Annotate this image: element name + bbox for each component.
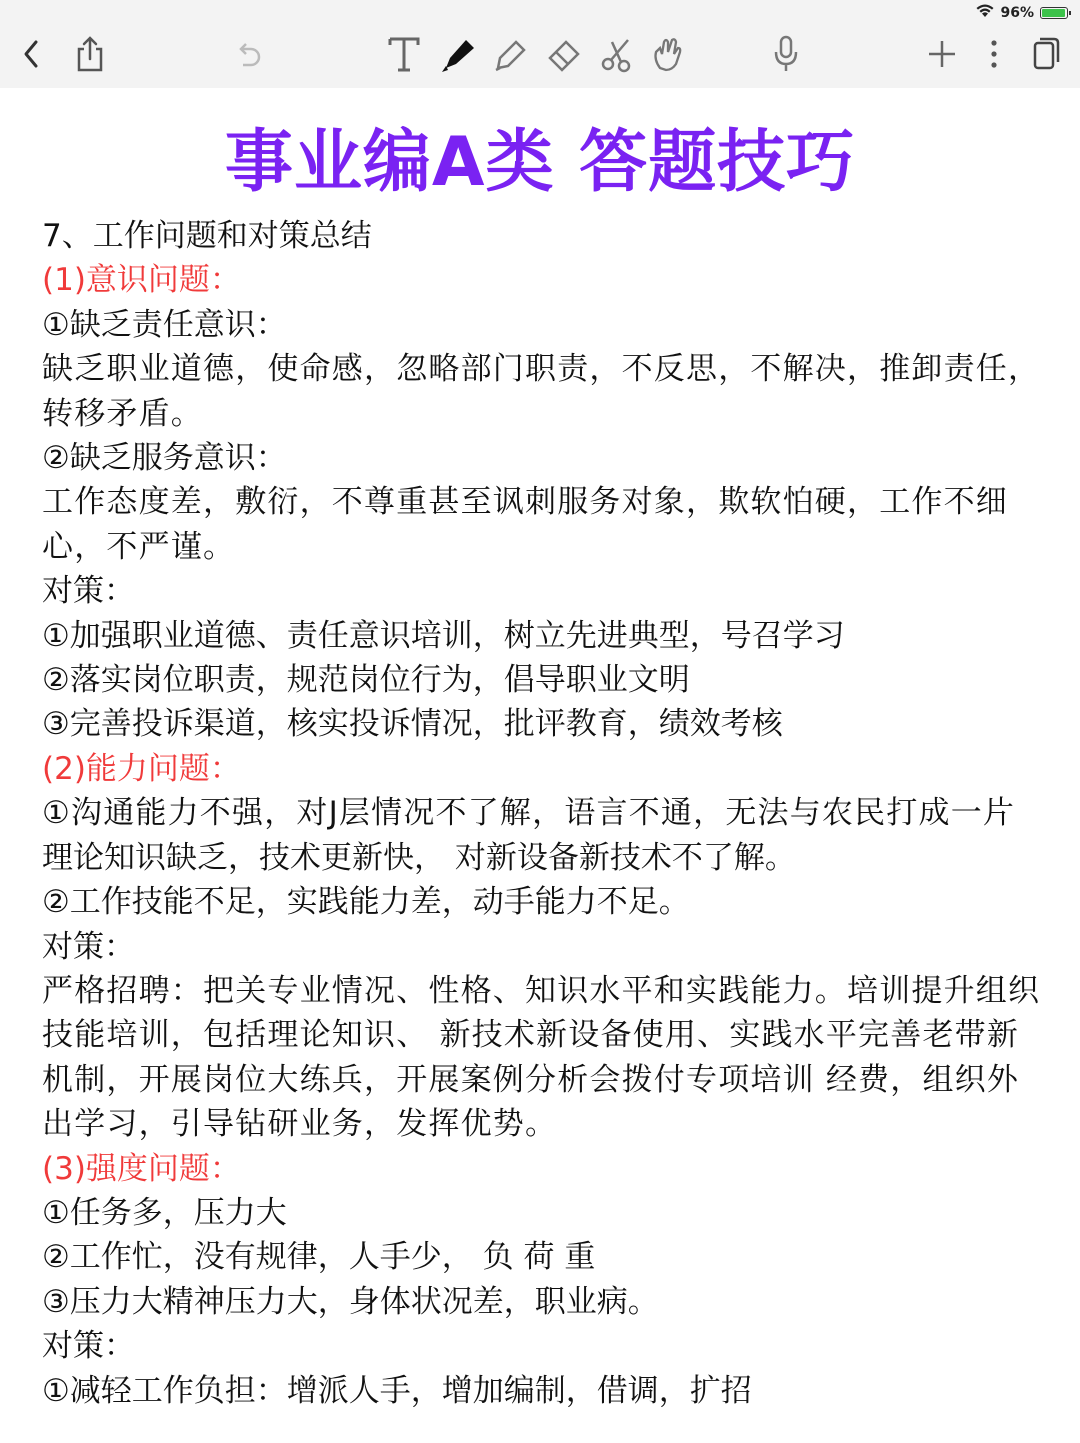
microphone-button[interactable] [764,30,808,78]
pages-icon [1031,37,1061,71]
note-line: 对策： [42,928,135,965]
undo-icon [233,39,263,69]
note-line: ②缺乏服务意识： [42,440,287,477]
add-button[interactable] [920,30,964,78]
note-line: ①加强职业道德、责任意识培训，树立先进典型，号召学习 [42,617,845,654]
section-heading: (1)意识问题： [42,262,241,299]
note-line: 工作态度差，敷衍，不尊重甚至讽刺服务对象，欺软怕硬，工作不细心，不严谨。 [42,484,1008,565]
battery-level-fill [1042,9,1065,17]
pen-icon [438,34,478,74]
more-icon [989,38,999,70]
hand-tool-button[interactable] [646,30,690,78]
microphone-icon [771,34,801,74]
note-line: ①沟通能力不强，对J层情况不了解，语言不通，无法与农民打成一片 [42,795,1016,832]
hand-icon [648,34,688,74]
note-line: ①任务多，压力大 [42,1194,287,1231]
share-icon [74,35,106,73]
more-options-button[interactable] [972,30,1016,78]
page-title: 事业编A类 答题技巧 [224,123,856,202]
undo-button[interactable] [226,30,270,78]
note-line: ②落实岗位职责，规范岗位行为，倡导职业文明 [42,662,690,699]
scissors-icon [598,34,638,74]
text-tool-button[interactable] [382,30,426,78]
add-icon [926,38,958,70]
back-button[interactable] [10,30,54,78]
note-line: 对策： [42,1328,135,1365]
highlighter-icon [490,34,530,74]
wifi-icon [976,4,994,22]
note-line: ①减轻工作负担：增派人手，增加编制，借调，扩招 [42,1372,752,1409]
note-line: ①缺乏责任意识： [42,306,287,343]
highlighter-tool-button[interactable] [488,30,532,78]
note-line: ③完善投诉渠道，核实投诉情况，批评教育，绩效考核 [42,706,783,743]
note-line: 7、工作问题和对策总结 [42,218,372,254]
pen-tool-button[interactable] [436,30,480,78]
eraser-tool-button[interactable] [542,30,586,78]
battery-percent: 96% [1000,5,1034,21]
note-line: 缺乏职业道德，使命感，忽略部门职责，不反思，不解决，推卸责任，转移矛盾。 [42,351,1041,432]
battery-icon [1040,7,1068,19]
note-line: 严格招聘：把关专业情况、性格、知识水平和实践能力。培训提升组织技能培训，包括理论知识、 新技术新设备使用、实践水平完善老带新机制，开展岗位大练兵，开展案例分析会拨付专项培训 经费，组织外出学习，引导钻研业务，发挥优势。 [42,972,1041,1143]
note-line: ③压力大精神压力大，身体状况差，职业病。 [42,1283,659,1320]
note-line: 理论知识缺乏，技术更新快， 对新设备新技术不了解。 [42,839,796,876]
lasso-tool-button[interactable] [596,30,640,78]
share-button[interactable] [68,30,112,78]
eraser-icon [544,34,584,74]
section-heading: (3)强度问题： [42,1150,241,1187]
note-content [42,214,1042,1413]
note-line: ②工作技能不足，实践能力差，动手能力不足。 [42,884,690,921]
pages-button[interactable] [1024,30,1068,78]
note-line: ②工作忙，没有规律，人手少， 负 荷 重 [42,1239,596,1276]
text-tool-icon [386,34,422,74]
note-line: 对策： [42,573,135,610]
note-toolbar [0,0,1080,88]
status-bar [976,3,1068,23]
section-heading: (2)能力问题： [42,750,241,787]
back-chevron-icon [20,38,44,70]
